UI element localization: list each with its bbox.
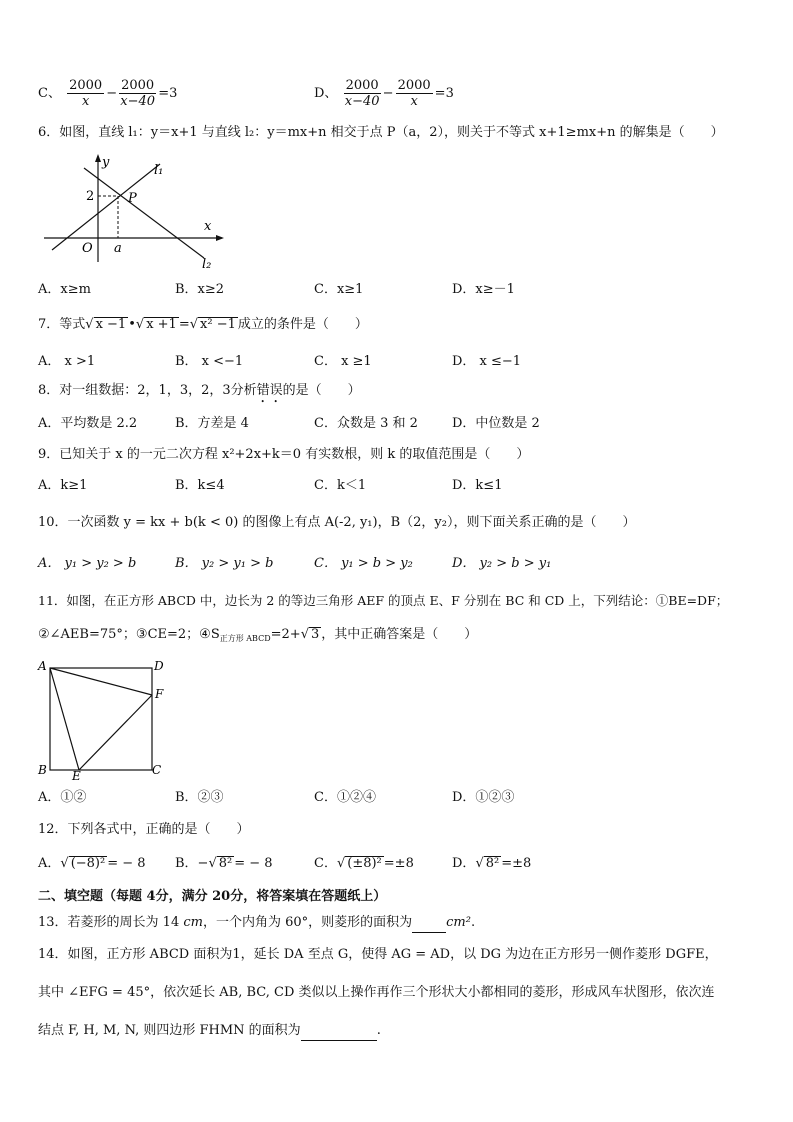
q9-option-c: C．k＜1: [314, 478, 367, 493]
section-heading: 二、填空题（每题 4分，满分 20分，将答案填在答题纸上）: [38, 889, 387, 904]
q13-stem: 13．若菱形的周长为 14 cm，一个内角为 60°，则菱形的面积为 cm².: [38, 914, 475, 933]
q11-stem-line1: 11．如图，在正方形 ABCD 中，边长为 2 的等边三角形 AEF 的顶点 E、F 分别在 BC 和 CD 上，下列结论：①BE=DF；: [38, 593, 729, 608]
fig-label: l₂: [202, 257, 212, 272]
q10-option-b: B． y₂ > y₁ > b: [175, 556, 274, 571]
q12-option-c: C．√ (±8)² =±8: [314, 856, 414, 871]
fig-label: O: [82, 241, 93, 256]
q5-option-d: D、 $\frac{2000}{x-40}$ − $\frac{2000}{x}$ =3: [314, 78, 454, 109]
q11-option-b: B．②③: [175, 790, 224, 805]
sqrt-sign: √: [208, 856, 217, 871]
q14-line1: 14．如图，正方形 ABCD 面积为1，延长 DA 至点 G，使得 AG = AD，以 DG 为边在正方形另一侧作菱形 DGFE，: [38, 947, 718, 962]
q8-option-b: B．方差是 4: [175, 416, 249, 431]
sqrt-sign: √: [189, 317, 199, 332]
fig-label: y: [102, 155, 110, 170]
q11-stem-line2: ②∠AEB=75°；③CE=2；$④S_{正方形 ABCD}=2+√$ 3 ，其中正确答案是（ ）: [38, 627, 478, 643]
q8-option-c: C．众数是 3 和 2: [314, 416, 418, 431]
q6-figure: [42, 150, 232, 272]
fig-label: x: [204, 219, 212, 234]
q9-option-a: A．k≥1: [38, 478, 88, 493]
fig-label: a: [114, 241, 122, 256]
q6-option-c: C．x≥1: [314, 282, 364, 297]
q10-option-c: C． y₁ > b > y₂: [314, 556, 413, 571]
sqrt-sign: √: [60, 856, 69, 871]
q9-option-d: D．k≤1: [452, 478, 503, 493]
q11-option-a: A．①②: [38, 790, 87, 805]
q5-option-c: C、 $\frac{2000}{x}$ − $\frac{2000}{x-40}$ =3: [38, 78, 178, 109]
q12-stem: 12．下列各式中，正确的是（ ）: [38, 822, 250, 837]
q6-option-d: D．x≥－1: [452, 282, 515, 297]
q10-option-a: A． y₁ > y₂ > b: [38, 556, 137, 571]
q7-option-d: D． x ≤−1: [452, 354, 522, 369]
q8-option-d: D．中位数是 2: [452, 416, 540, 431]
fig-label: D: [154, 659, 164, 673]
q14-line2: 其中 ∠EFG = 45°，依次延长 AB, BC, CD 类似以上操作再作三个形状大小都相同的菱形，形成风车状图形，依次连: [38, 985, 715, 1000]
q11-option-c: C．①②④: [314, 790, 376, 805]
fig-label: A: [38, 659, 47, 673]
fig-label: 2: [86, 189, 95, 204]
fig-label: C: [152, 763, 162, 777]
q7-option-b: B． x <−1: [175, 354, 244, 369]
answer-blank: [412, 914, 446, 933]
fig-label: l₁: [154, 163, 164, 178]
q12-option-a: A．√ (−8)² = − 8: [38, 856, 146, 871]
q11-figure: [34, 656, 174, 782]
q9-stem: 9．已知关于 x 的一元二次方程 x²+2x+k＝0 有实数根，则 k 的取值范围是（ ）: [38, 447, 530, 462]
q7-option-a: A． x >1: [38, 354, 96, 369]
q10-stem: 10．一次函数 y = kx + b(k < 0) 的图像上有点 A(-2, y₁)，B（2，y₂），则下面关系正确的是（ ）: [38, 515, 636, 530]
q8-option-a: A．平均数是 2.2: [38, 416, 138, 431]
q12-option-d: D．√ 8² =±8: [452, 856, 532, 871]
fig-label: E: [72, 769, 81, 782]
sqrt-sign: √: [135, 317, 145, 332]
q6-stem: 6．如图，直线 l₁：y＝x+1 与直线 l₂：y＝mx+n 相交于点 P（a，2），则关于不等式 x+1≥mx+n 的解集是（ ）: [38, 125, 724, 140]
q11-option-d: D．①②③: [452, 790, 515, 805]
q7-option-c: C． x ≥1: [314, 354, 372, 369]
fig-label: P: [128, 191, 137, 206]
sqrt-sign: √: [475, 856, 484, 871]
q10-option-d: D． y₂ > b > y₁: [452, 556, 552, 571]
q14-line3: 结点 F, H, M, N, 则四边形 FHMN 的面积为 .: [38, 1022, 381, 1041]
fig-label: F: [155, 687, 164, 701]
fraction: $\frac{2000}{x}$: [69, 78, 103, 109]
sqrt-sign: √: [85, 317, 94, 332]
fraction: $\frac{2000}{x}$: [397, 78, 431, 109]
q8-stem: 8．对一组数据：2，1，3，2，3分析错误的是（ ）: [38, 383, 361, 398]
answer-blank: [301, 1022, 377, 1041]
fraction: $\frac{2000}{x-40}$: [120, 78, 156, 109]
fraction: $\frac{2000}{x-40}$: [344, 78, 380, 109]
q12-option-b: B．−√ 8² = − 8: [175, 856, 273, 871]
sqrt-sign: √: [336, 856, 346, 871]
q6-option-b: B．x≥2: [175, 282, 225, 297]
q9-option-b: B．k≤4: [175, 478, 225, 493]
q7-stem: 7．等式√ x −1 •√ x +1 =√ x² −1 成立的条件是（ ）: [38, 317, 368, 332]
q6-option-a: A．x≥m: [38, 282, 91, 297]
sqrt-sign: √: [300, 627, 309, 642]
fig-label: B: [38, 763, 47, 777]
